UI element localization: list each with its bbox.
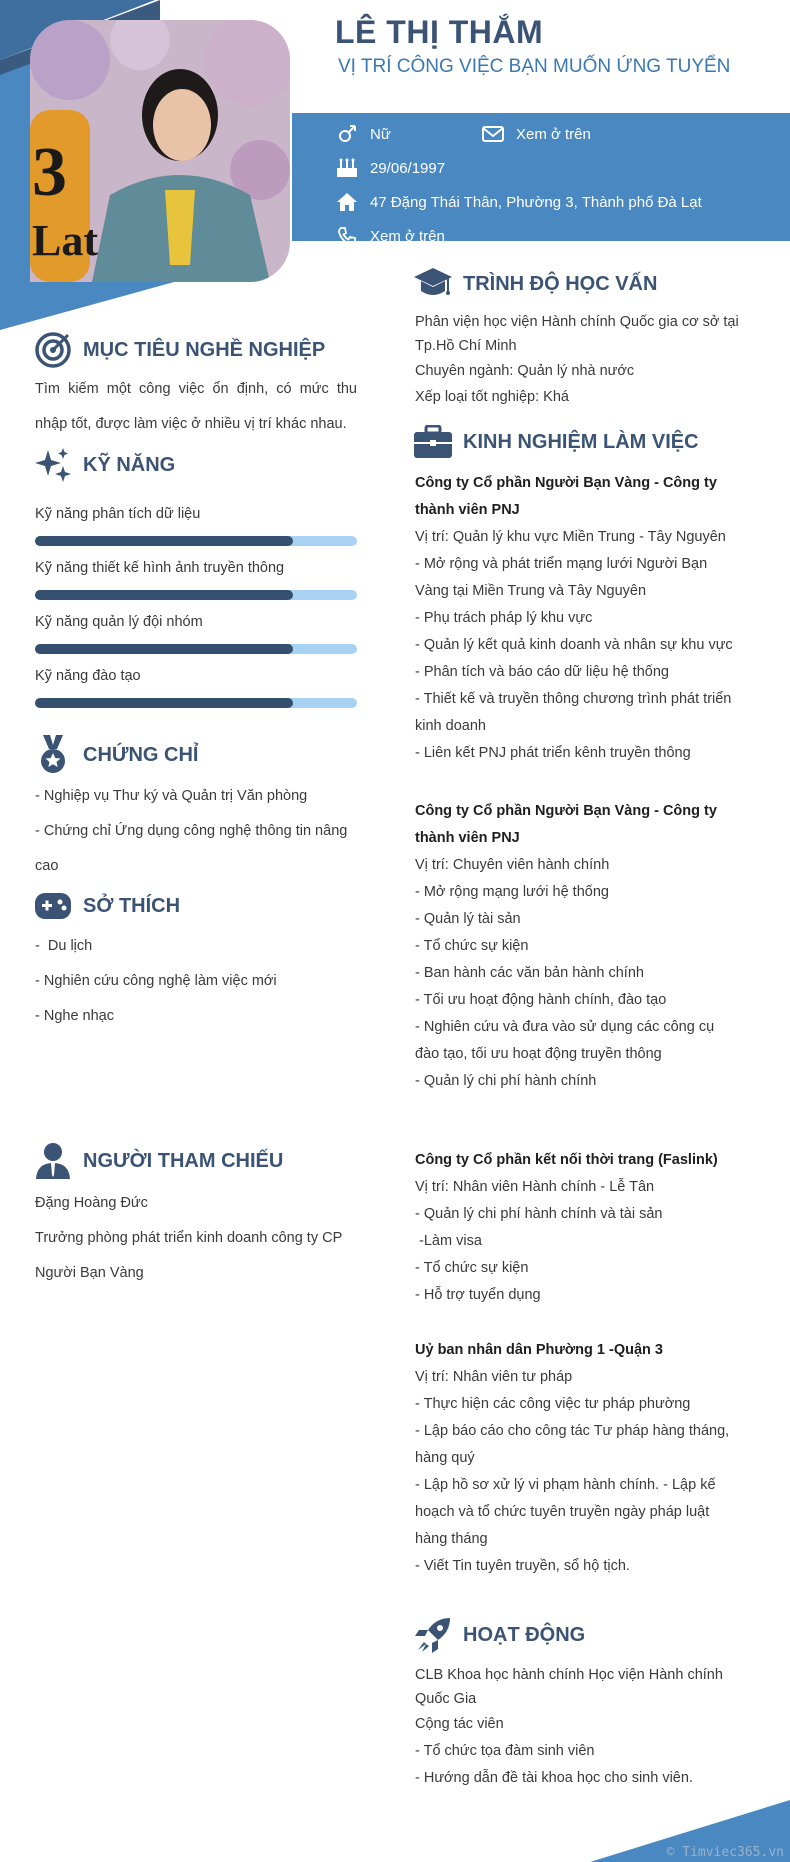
job-detail: - Quản lý kết quả kinh doanh và nhân sự khu vực xyxy=(415,637,733,653)
job-detail: - Mở rộng và phát triển mạng lưới Người Bạn xyxy=(415,556,708,572)
job-detail: - Quản lý chi phí hành chính và tài sản xyxy=(415,1206,663,1222)
contact-gender xyxy=(336,123,391,145)
briefcase-icon xyxy=(413,422,453,462)
education-line: Xếp loại tốt nghiệp: Khá xyxy=(415,389,569,405)
experience-title: KINH NGHIỆM LÀM VIỆC xyxy=(463,430,699,453)
skill-bar xyxy=(35,644,357,654)
education-text xyxy=(415,310,755,410)
career-goal-text xyxy=(35,372,357,442)
job-company: thành viên PNJ xyxy=(415,502,520,518)
job-entry xyxy=(415,1337,760,1580)
job-detail: đào tạo, tối ưu hoạt động truyền thông xyxy=(415,1046,662,1062)
certificate-line: - Nghiệp vụ Thư ký và Quản trị Văn phòng xyxy=(35,788,308,804)
job-entry xyxy=(415,798,760,1095)
job-detail: - Ban hành các văn bản hành chính xyxy=(415,965,644,981)
job-company: Công ty Cổ phần kết nối thời trang (Faslink) xyxy=(415,1152,718,1168)
person-icon xyxy=(33,1141,73,1181)
job-detail: - Nghiên cứu và đưa vào sử dụng các công cụ xyxy=(415,1019,715,1035)
job-detail: - Thực hiện các công việc tư pháp phường xyxy=(415,1396,691,1412)
career-goal-line: Tìm kiếm một công việc ổn định, có mức thu xyxy=(35,381,357,397)
job-detail: Vị trí: Quản lý khu vực Miền Trung - Tây Nguyên xyxy=(415,529,726,545)
skill-bar-fill xyxy=(35,590,293,600)
certificate-line: - Chứng chỉ Ứng dụng công nghệ thông tin nâng xyxy=(35,823,348,839)
certificate-line: cao xyxy=(35,858,59,874)
reference-line: Người Bạn Vàng xyxy=(35,1265,144,1281)
skill-item xyxy=(35,506,357,546)
activities-title: HOẠT ĐỘNG xyxy=(463,1623,586,1646)
contact-phone xyxy=(336,225,445,241)
skill-bar xyxy=(35,590,357,600)
hobbies-heading xyxy=(33,886,180,926)
target-icon xyxy=(33,330,73,370)
skill-item xyxy=(35,614,357,654)
job-company: Công ty Cổ phần Người Bạn Vàng - Công ty xyxy=(415,475,717,491)
job-detail: -Làm visa xyxy=(415,1233,482,1249)
job-detail: - Tối ưu hoạt động hành chính, đào tạo xyxy=(415,992,667,1008)
education-title: TRÌNH ĐỘ HỌC VẤN xyxy=(463,272,658,295)
phone-icon xyxy=(336,225,358,241)
skill-item xyxy=(35,668,357,708)
contact-birthday xyxy=(336,157,445,179)
contact-address xyxy=(336,191,702,213)
rocket-icon xyxy=(413,1615,453,1655)
hobby-line: - Du lịch xyxy=(35,938,93,954)
sparkle-icon xyxy=(33,445,73,485)
job-company: Công ty Cổ phần Người Bạn Vàng - Công ty xyxy=(415,803,717,819)
skill-bar-fill xyxy=(35,536,293,546)
job-detail: - Hỗ trợ tuyển dụng xyxy=(415,1287,541,1303)
job-entry xyxy=(415,1147,760,1309)
references-title: NGƯỜI THAM CHIẾU xyxy=(83,1149,284,1172)
skill-name: Kỹ năng quản lý đội nhóm xyxy=(35,614,203,630)
skill-bar xyxy=(35,536,357,546)
job-detail: - Lập hồ sơ xử lý vi phạm hành chính. - Lập kế xyxy=(415,1477,716,1493)
skill-name: Kỹ năng thiết kế hình ảnh truyền thông xyxy=(35,560,285,576)
activities-heading xyxy=(413,1615,585,1655)
reference-line: Trưởng phòng phát triển kinh doanh công ty CP xyxy=(35,1230,343,1246)
gamepad-icon xyxy=(33,886,73,926)
hobbies-text xyxy=(35,929,365,1034)
job-detail: - Quản lý chi phí hành chính xyxy=(415,1073,597,1089)
activity-line: - Hướng dẫn đề tài khoa học cho sinh viên. xyxy=(415,1770,693,1786)
job-detail: - Mở rộng mạng lưới hệ thống xyxy=(415,884,609,900)
activities-text xyxy=(415,1663,760,1792)
job-detail: - Quản lý tài sản xyxy=(415,911,521,927)
job-detail: - Liên kết PNJ phát triển kênh truyền thông xyxy=(415,745,691,761)
skill-item xyxy=(35,560,357,600)
certificates-heading xyxy=(33,735,198,775)
skill-bar-fill xyxy=(35,644,293,654)
skills-title: KỸ NĂNG xyxy=(83,453,176,476)
email-text: Xem ở trên xyxy=(516,125,591,143)
job-detail: - Thiết kế và truyền thông chương trình phát triển xyxy=(415,691,732,707)
job-detail: Vị trí: Nhân viên tư pháp xyxy=(415,1369,573,1385)
reference-line: Đặng Hoàng Đức xyxy=(35,1195,148,1211)
birthday-cake-icon xyxy=(336,157,358,179)
candidate-name: LÊ THỊ THẮM xyxy=(335,14,544,50)
email-icon xyxy=(482,123,504,145)
hobby-line: - Nghiên cứu công nghệ làm việc mới xyxy=(35,973,277,989)
hobbies-title: SỞ THÍCH xyxy=(83,894,181,917)
activity-line: Quốc Gia xyxy=(415,1691,477,1707)
education-line: Chuyên ngành: Quản lý nhà nước xyxy=(415,363,635,379)
graduation-cap-icon xyxy=(413,264,453,304)
skill-bar-fill xyxy=(35,698,293,708)
job-detail: Vàng tại Miền Trung và Tây Nguyên xyxy=(415,583,647,599)
job-detail: Vị trí: Nhân viên Hành chính - Lễ Tân xyxy=(415,1179,655,1195)
svg-text:Lat: Lat xyxy=(32,216,98,265)
references-heading xyxy=(33,1141,283,1181)
job-company: thành viên PNJ xyxy=(415,830,520,846)
references-text xyxy=(35,1186,365,1291)
gender-text: Nữ xyxy=(370,125,391,143)
gender-icon xyxy=(336,123,358,145)
career-goal-line: nhập tốt, được làm việc ở nhiều vị trí khác nhau. xyxy=(35,416,347,432)
job-detail: - Viết Tin tuyên truyền, sổ hộ tịch. xyxy=(415,1558,630,1574)
medal-icon xyxy=(33,735,73,775)
certificates-text xyxy=(35,779,365,884)
job-detail: hàng tháng xyxy=(415,1531,488,1547)
job-detail: - Phân tích và báo cáo dữ liệu hệ thống xyxy=(415,664,669,680)
experience-heading xyxy=(413,422,699,462)
job-entry xyxy=(415,470,760,767)
skills-heading xyxy=(33,445,175,485)
job-detail: hàng quý xyxy=(415,1450,475,1466)
career-goal-title: MỤC TIÊU NGHỀ NGHIỆP xyxy=(83,338,326,361)
activity-line: - Tổ chức tọa đàm sinh viên xyxy=(415,1743,595,1759)
profile-photo xyxy=(30,20,290,282)
activity-line: CLB Khoa học hành chính Học viện Hành chính xyxy=(415,1667,723,1683)
skill-name: Kỹ năng phân tích dữ liệu xyxy=(35,506,201,522)
job-detail: - Tổ chức sự kiện xyxy=(415,938,529,954)
career-goal-heading xyxy=(33,330,325,370)
education-line: Tp.Hồ Chí Minh xyxy=(415,338,517,354)
job-detail: - Lập báo cáo cho công tác Tư pháp hàng tháng, xyxy=(415,1423,730,1439)
hobby-line: - Nghe nhạc xyxy=(35,1008,114,1024)
phone-text: Xem ở trên xyxy=(370,227,445,241)
job-detail: hoạch và tổ chức tuyên truyền ngày pháp luật xyxy=(415,1504,710,1520)
contact-email xyxy=(482,123,591,145)
job-detail: kinh doanh xyxy=(415,718,486,734)
address-text: 47 Đặng Thái Thân, Phường 3, Thành phố Đà Lạt xyxy=(370,193,702,211)
skill-name: Kỹ năng đào tạo xyxy=(35,668,141,684)
job-detail: - Phụ trách pháp lý khu vực xyxy=(415,610,593,626)
education-heading xyxy=(413,264,657,304)
education-line: Phân viện học viện Hành chính Quốc gia cơ sở tại xyxy=(415,314,739,330)
job-detail: - Tổ chức sự kiện xyxy=(415,1260,529,1276)
desired-position: VỊ TRÍ CÔNG VIỆC BẠN MUỐN ỨNG TUYỂN xyxy=(338,56,731,77)
contact-band xyxy=(292,113,790,241)
svg-text:3: 3 xyxy=(32,134,67,211)
certificates-title: CHỨNG CHỈ xyxy=(83,743,199,766)
skill-bar xyxy=(35,698,357,708)
birthday-text: 29/06/1997 xyxy=(370,159,446,177)
job-company: Uỷ ban nhân dân Phường 1 -Quận 3 xyxy=(415,1342,663,1358)
job-detail: Vị trí: Chuyên viên hành chính xyxy=(415,857,610,873)
home-icon xyxy=(336,191,358,213)
activity-line: Cộng tác viên xyxy=(415,1716,504,1732)
watermark: © Timviec365.vn xyxy=(666,1845,784,1860)
